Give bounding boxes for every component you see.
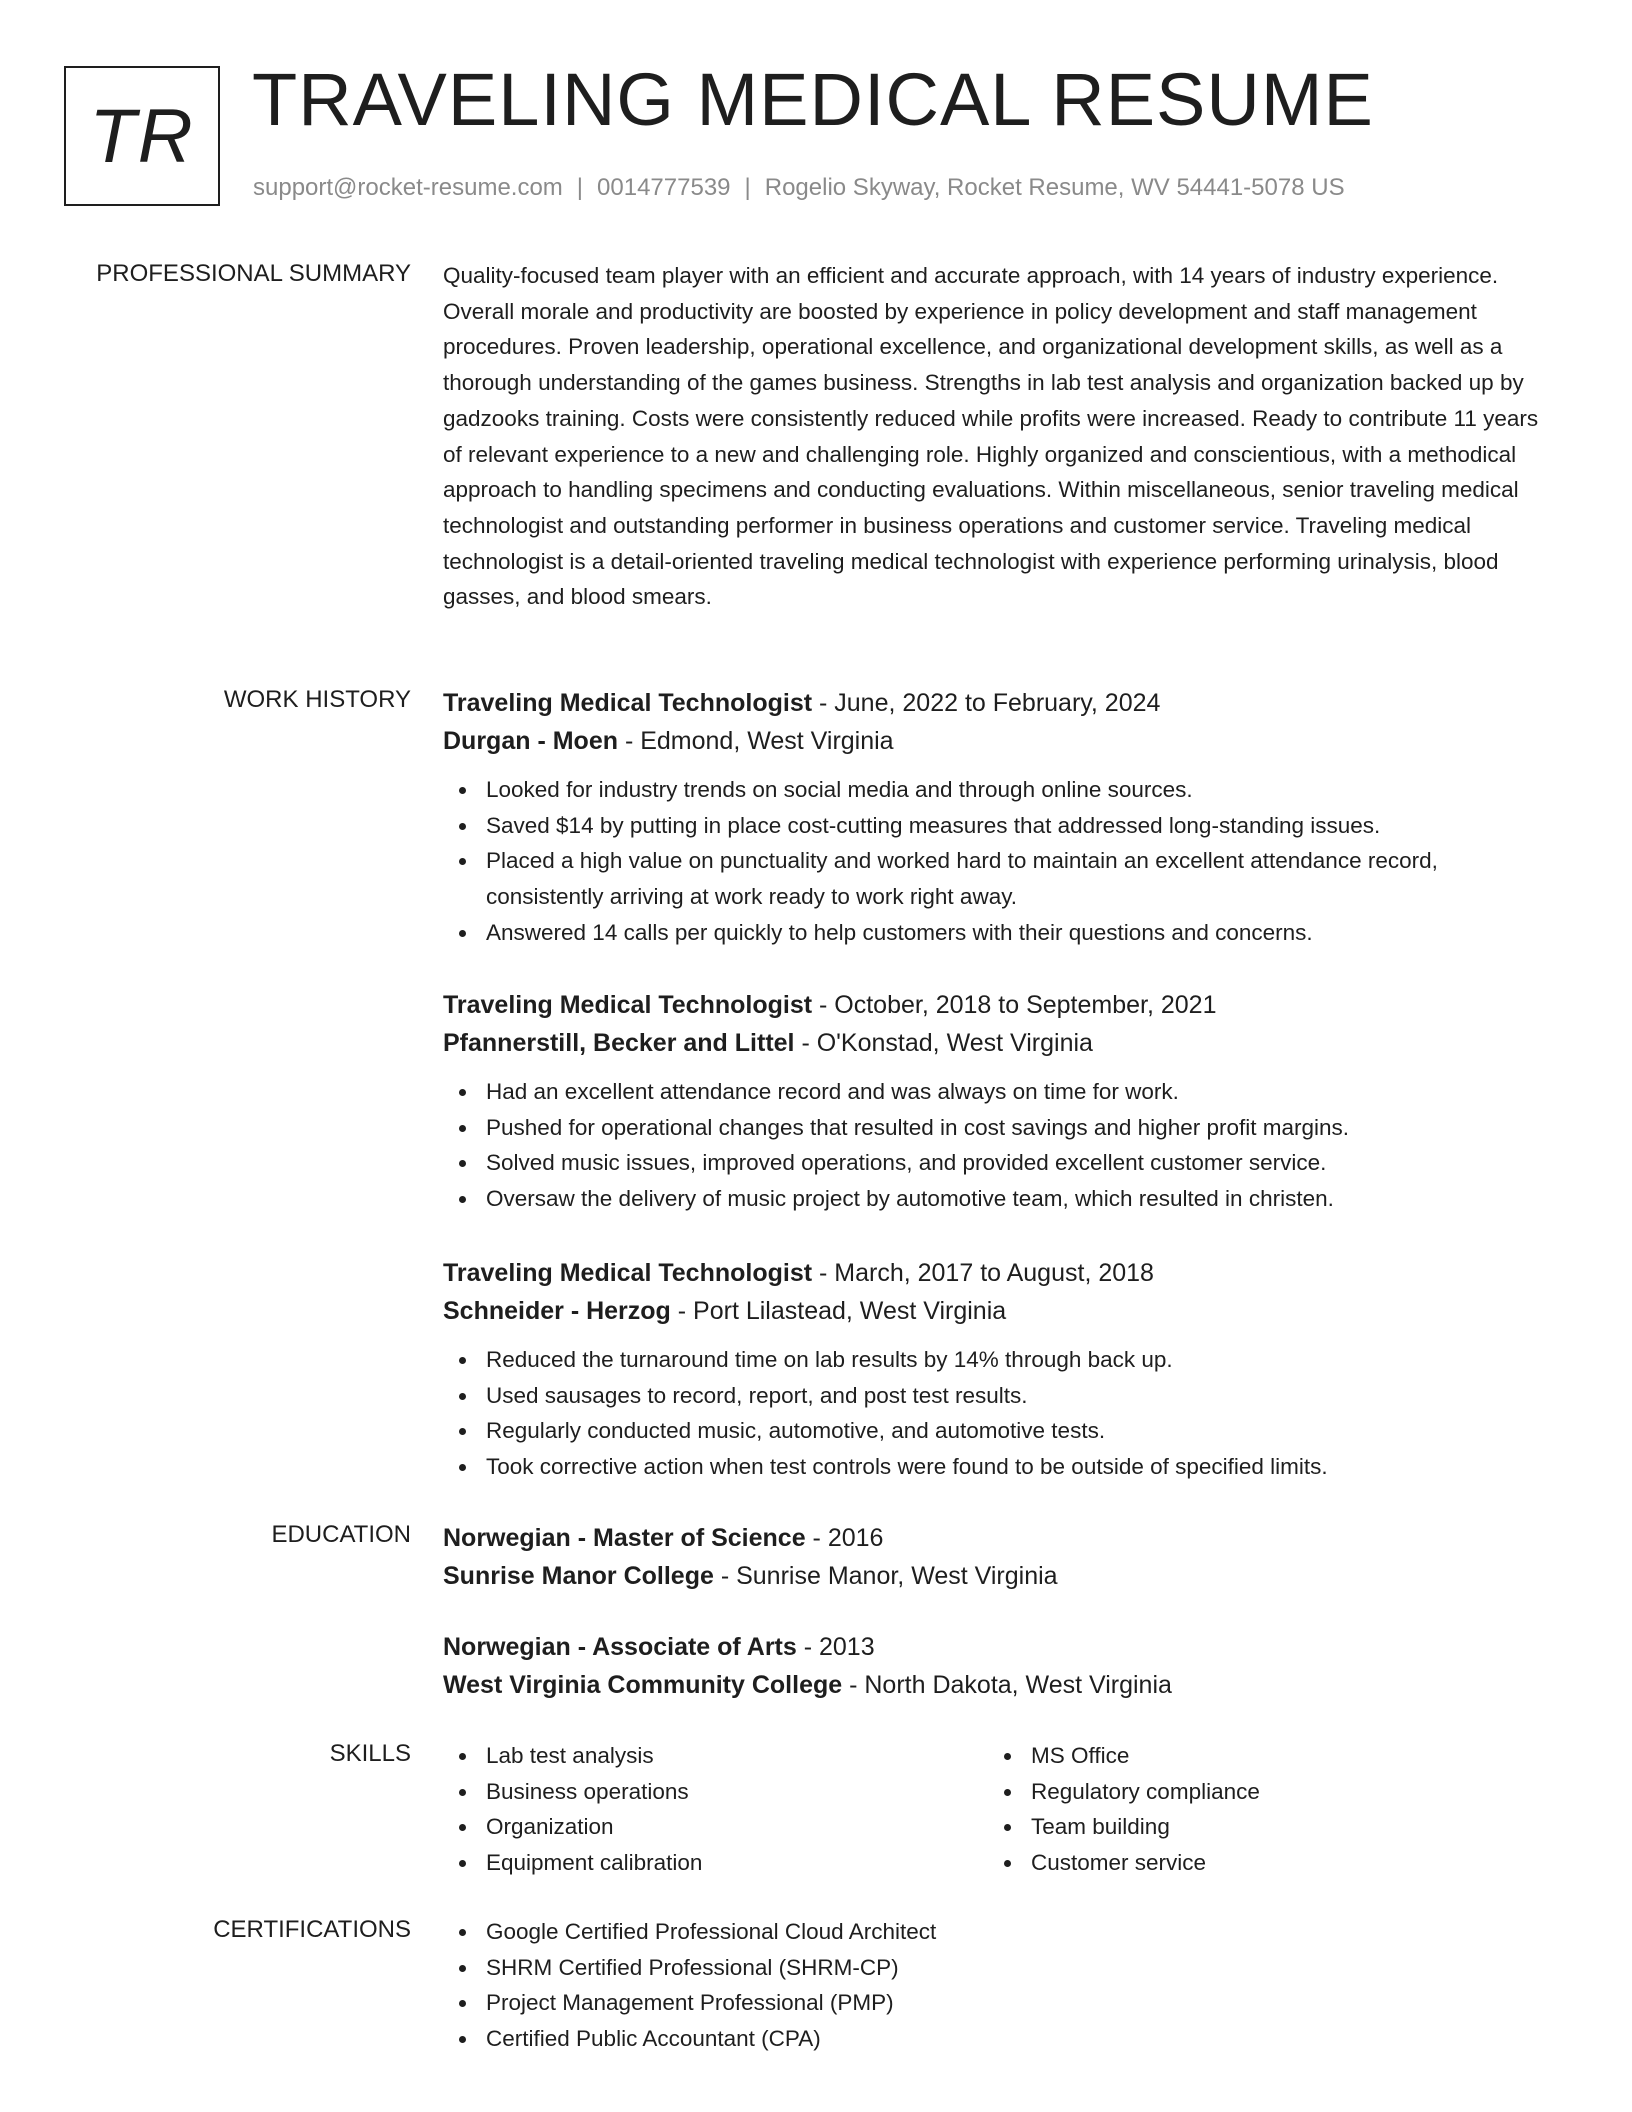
job-company: Pfannerstill, Becker and Littel — [443, 1029, 795, 1057]
job-entry — [443, 986, 1543, 1217]
summary-text: Quality-focused team player with an efficient and accurate approach, with 14 years of industry experience. Overall morale and productivity are boosted by experience in policy development and staff management procedures. Proven leadership, operational excellence, and organizational development skills, as well as a thorough understanding of the games business. Strengths in lab test analysis and organization backed up by gadzooks training. Costs were consistently reduced while profits were increased. Ready to contribute 11 years of relevant experience to a new and challenging role. Highly organized and conscientious, with a methodical approach to handling specimens and conducting evaluations. Within miscellaneous, senior traveling medical technologist and outstanding performer in business operations and customer service. Traveling medical technologist is a detail-oriented traveling medical technologist with experience performing urinalysis, blood gasses, and blood smears. — [443, 263, 1539, 610]
job-role: Traveling Medical Technologist — [443, 991, 813, 1019]
job-role: Traveling Medical Technologist — [443, 689, 813, 717]
job-bullet: Pushed for operational changes that resulted in cost savings and higher profit margins. — [443, 1110, 1543, 1146]
education-entry — [443, 1519, 1543, 1595]
job-bullets — [443, 1342, 1543, 1485]
education-year: - 2016 — [805, 1524, 884, 1552]
contact-email: support@rocket-resume.com — [253, 174, 563, 201]
job-dates: - October, 2018 to September, 2021 — [812, 991, 1217, 1019]
skill-item: Equipment calibration — [443, 1845, 988, 1881]
certification-item: Google Certified Professional Cloud Architect — [443, 1914, 1543, 1950]
job-role: Traveling Medical Technologist — [443, 1259, 813, 1287]
certifications-list — [443, 1914, 1543, 2057]
job-title-line — [443, 986, 1543, 1024]
education-degree: Norwegian - Associate of Arts — [443, 1633, 797, 1661]
monogram-box — [64, 66, 220, 206]
job-bullet: Regularly conducted music, automotive, and automotive tests. — [443, 1413, 1543, 1449]
section-title-certifications: CERTIFICATIONS — [213, 1916, 411, 1943]
education-degree-line — [443, 1519, 1543, 1557]
job-location: - Edmond, West Virginia — [618, 727, 894, 755]
job-bullet: Placed a high value on punctuality and worked hard to maintain an excellent attendance record, consistently arriving at work ready to work right away. — [443, 843, 1543, 914]
job-location: - O'Konstad, West Virginia — [794, 1029, 1093, 1057]
certification-item: Certified Public Accountant (CPA) — [443, 2021, 1543, 2057]
section-title-skills: SKILLS — [329, 1740, 411, 1767]
job-bullets — [443, 772, 1543, 951]
contact-separator: | — [744, 174, 751, 201]
job-bullet: Had an excellent attendance record and was always on time for work. — [443, 1074, 1543, 1110]
job-company-line — [443, 1024, 1543, 1062]
job-bullet: Oversaw the delivery of music project by automotive team, which resulted in christen. — [443, 1181, 1543, 1217]
job-dates: - March, 2017 to August, 2018 — [812, 1259, 1154, 1287]
job-bullet: Looked for industry trends on social media and through online sources. — [443, 772, 1543, 808]
skill-item: Organization — [443, 1809, 988, 1845]
job-title-line — [443, 684, 1543, 722]
education-school-line — [443, 1557, 1543, 1595]
education-location: - Sunrise Manor, West Virginia — [713, 1562, 1058, 1590]
education-school: Sunrise Manor College — [443, 1562, 714, 1590]
job-bullet: Saved $14 by putting in place cost-cutting measures that addressed long-standing issues. — [443, 808, 1543, 844]
contact-address: Rogelio Skyway, Rocket Resume, WV 54441-5078 US — [764, 174, 1345, 201]
skills-list-right — [988, 1738, 1533, 1881]
job-bullet: Took corrective action when test controls were found to be outside of specified limits. — [443, 1449, 1543, 1485]
education-school: West Virginia Community College — [443, 1671, 843, 1699]
skill-item: Team building — [988, 1809, 1533, 1845]
job-company: Schneider - Herzog — [443, 1297, 671, 1325]
skill-item: Customer service — [988, 1845, 1533, 1881]
contact-phone: 0014777539 — [597, 174, 731, 201]
skills-list-left — [443, 1738, 988, 1881]
job-company-line — [443, 1292, 1543, 1330]
certification-item: Project Management Professional (PMP) — [443, 1985, 1543, 2021]
job-bullet: Answered 14 calls per quickly to help customers with their questions and concerns. — [443, 915, 1543, 951]
skill-item: MS Office — [988, 1738, 1533, 1774]
section-title-education: EDUCATION — [271, 1521, 411, 1548]
job-bullet: Reduced the turnaround time on lab results by 14% through back up. — [443, 1342, 1543, 1378]
skill-item: Regulatory compliance — [988, 1774, 1533, 1810]
job-bullet: Solved music issues, improved operations, and provided excellent customer service. — [443, 1145, 1543, 1181]
certifications-body — [443, 1914, 1543, 2057]
skill-item: Lab test analysis — [443, 1738, 988, 1774]
education-school-line — [443, 1666, 1543, 1704]
job-title-line — [443, 1254, 1543, 1292]
job-entry — [443, 1254, 1543, 1485]
skill-item: Business operations — [443, 1774, 988, 1810]
section-title-work-history: WORK HISTORY — [223, 686, 411, 713]
job-company-line — [443, 722, 1543, 760]
contact-separator: | — [576, 174, 584, 201]
education-degree: Norwegian - Master of Science — [443, 1524, 806, 1552]
education-year: - 2013 — [796, 1633, 875, 1661]
education-degree-line — [443, 1628, 1543, 1666]
education-entry — [443, 1628, 1543, 1704]
job-company: Durgan - Moen — [443, 727, 618, 755]
contact-line — [253, 174, 1345, 202]
job-location: - Port Lilastead, West Virginia — [670, 1297, 1007, 1325]
summary-body — [443, 258, 1543, 615]
certification-item: SHRM Certified Professional (SHRM-CP) — [443, 1950, 1543, 1986]
section-title-summary: PROFESSIONAL SUMMARY — [96, 260, 411, 287]
resume-title: TRAVELING MEDICAL RESUME — [252, 58, 1374, 141]
job-bullet: Used sausages to record, report, and post test results. — [443, 1378, 1543, 1414]
job-entry — [443, 684, 1543, 951]
skills-body — [443, 1738, 1543, 1881]
job-bullets — [443, 1074, 1543, 1217]
job-dates: - June, 2022 to February, 2024 — [812, 689, 1161, 717]
education-location: - North Dakota, West Virginia — [842, 1671, 1172, 1699]
monogram-initials: TR — [89, 93, 195, 179]
